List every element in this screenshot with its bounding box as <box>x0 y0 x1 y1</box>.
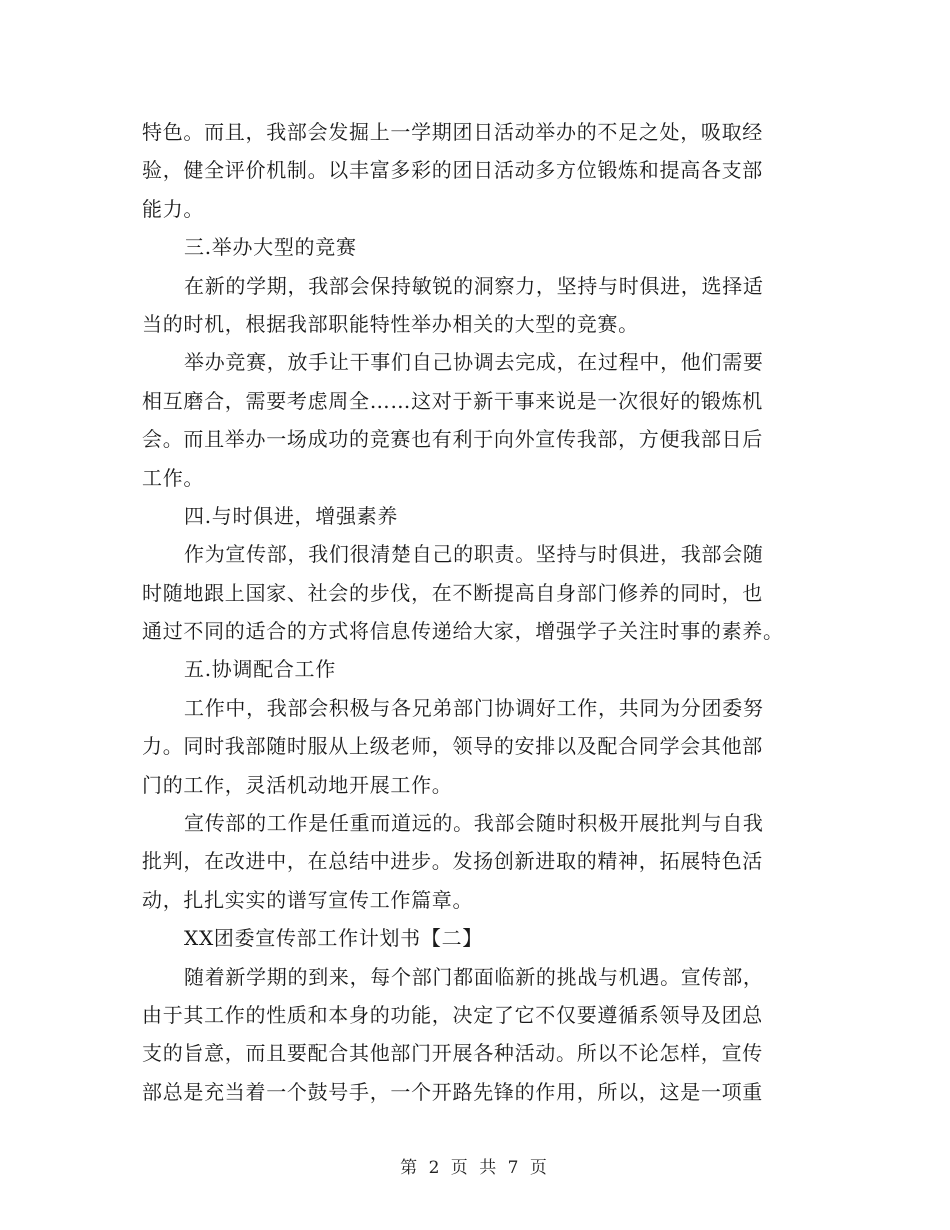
text-line: 作为宣传部，我们很清楚自己的职责。坚持与时俱进，我部会随 <box>184 542 764 567</box>
page-number-footer: 第 2 页 共 7 页 <box>400 1158 550 1178</box>
text-line: 门的工作，灵活机动地开展工作。 <box>142 772 453 797</box>
text-line: 动，扎扎实实的谱写宣传工作篇章。 <box>142 887 474 912</box>
text-line: 时随地跟上国家、社会的步伐，在不断提高自身部门修养的同时，也 <box>142 580 763 605</box>
text-line: 验，健全评价机制。以丰富多彩的团日活动多方位锻炼和提高各支部 <box>142 158 763 183</box>
text-line: 由于其工作的性质和本身的功能，决定了它不仅要遵循系领导及团总 <box>142 1002 763 1027</box>
text-line: 当的时机，根据我部职能特性举办相关的大型的竞赛。 <box>142 311 639 336</box>
text-line: 工作。 <box>142 465 205 490</box>
text-line: 特色。而且，我部会发掘上一学期团日活动举办的不足之处，吸取经 <box>142 120 763 144</box>
text-line: 四.与时俱进，增强素养 <box>184 503 399 528</box>
text-line: 能力。 <box>142 196 205 221</box>
text-line: 批判，在改进中，在总结中进步。发扬创新进取的精神，拓展特色活 <box>142 849 763 874</box>
text-line: 部总是充当着一个鼓号手，一个开路先锋的作用，所以，这是一项重 <box>142 1079 763 1104</box>
text-line: 力。同时我部随时服从上级老师，领导的安排以及配合同学会其他部 <box>142 734 763 759</box>
text-line: 举办竞赛，放手让干事们自己协调去完成，在过程中，他们需要 <box>184 350 764 375</box>
text-line: 工作中，我部会积极与各兄弟部门协调好工作，共同为分团委努 <box>184 695 764 720</box>
text-line: 三.举办大型的竞赛 <box>184 235 357 260</box>
text-line: 宣传部的工作是任重而道远的。我部会随时积极开展批判与自我 <box>184 811 764 836</box>
text-line: 随着新学期的到来，每个部门都面临新的挑战与机遇。宣传部， <box>184 964 764 989</box>
text-line: 支的旨意，而且要配合其他部门开展各种活动。所以不论怎样，宣传 <box>142 1041 763 1066</box>
document-body <box>142 113 807 1111</box>
text-line: 在新的学期，我部会保持敏锐的洞察力，坚持与时俱进，选择适 <box>184 273 764 298</box>
text-line: 通过不同的适合的方式将信息传递给大家，增强学子关注时事的素养。 <box>142 619 784 644</box>
text-line: 五.协调配合工作 <box>184 657 336 682</box>
text-line: 会。而且举办一场成功的竞赛也有利于向外宣传我部，方便我部日后 <box>142 427 763 452</box>
text-line: XX团委宣传部工作计划书【二】 <box>184 926 483 951</box>
text-line: 相互磨合，需要考虑周全……这对于新干事来说是一次很好的锻炼机 <box>142 388 763 413</box>
